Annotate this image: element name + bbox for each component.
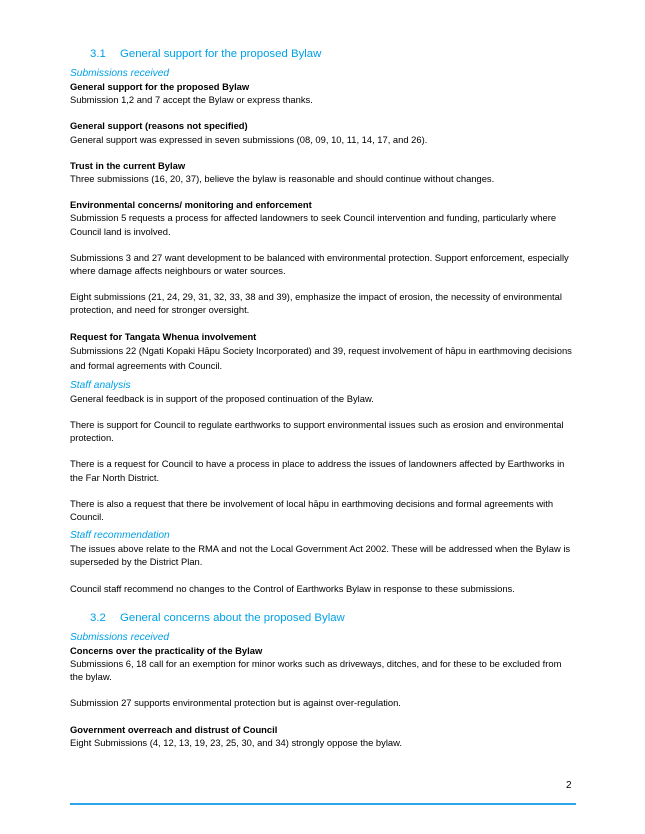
paragraph: There is support for Council to regulate earthworks to support environmental issues such as erosion and environmental protection. — [70, 419, 564, 444]
paragraph: General support was expressed in seven submissions (08, 09, 10, 11, 14, 17, and 26). — [70, 133, 428, 145]
paragraph: Submission 1,2 and 7 accept the Bylaw or express thanks. — [70, 94, 313, 106]
section-number: 3.2 — [90, 611, 106, 624]
block-heading: Concerns over the practicality of the Bylaw — [70, 644, 263, 656]
block-heading: Trust in the current Bylaw — [70, 159, 186, 171]
paragraph: Submissions 3 and 27 want development to be balanced with environmental protection. Support enforcement, especially where damage affects neighbours or water sources. — [70, 251, 569, 277]
page-number: 2 — [566, 780, 572, 791]
submissions-received-label: Submissions received — [70, 631, 170, 643]
paragraph: Submission 27 supports environmental protection but is against over-regulation. — [70, 697, 401, 709]
staff-analysis-label: Staff analysis — [70, 379, 131, 391]
paragraph: The issues above relate to the RMA and not the Local Government Act 2002. These will be addressed when the Bylaw is superseded by the District Plan. — [70, 543, 571, 568]
section-number: 3.1 — [90, 48, 106, 60]
paragraph: Eight submissions (21, 24, 29, 31, 32, 33, 38 and 39), emphasize the impact of erosion, the necessity of environmental protection, and need for stronger oversight. — [70, 291, 562, 316]
paragraph: Council staff recommend no changes to the Control of Earthworks Bylaw in response to these submissions. — [70, 582, 515, 594]
block-heading: Government overreach and distrust of Council — [70, 723, 278, 735]
paragraph: General feedback is in support of the proposed continuation of the Bylaw. — [70, 392, 374, 404]
section-title: General support for the proposed Bylaw — [120, 48, 322, 60]
document-page — [70, 47, 575, 749]
paragraph: Submissions 6, 18 call for an exemption for minor works such as driveways, ditches, and for these to be excluded from the bylaw. — [70, 658, 562, 683]
footer-rule — [70, 803, 576, 805]
paragraph: Submissions 22 (Ngati Kopaki Hāpu Society Incorporated) and 39, request involvement of hāpu in earthmoving decisions and formal agreements with Council. — [70, 344, 572, 371]
paragraph: Three submissions (16, 20, 37), believe the bylaw is reasonable and should continue without changes. — [70, 173, 495, 185]
block-heading: Environmental concerns/ monitoring and enforcement — [70, 199, 312, 211]
paragraph: There is a request for Council to have a process in place to address the issues of landowners affected by Earthworks in the Far North District. — [70, 458, 565, 483]
block-heading: General support for the proposed Bylaw — [70, 81, 250, 92]
block-heading: General support (reasons not specified) — [70, 120, 248, 132]
submissions-received-label: Submissions received — [70, 68, 170, 79]
staff-recommendation-label: Staff recommendation — [70, 530, 170, 542]
section-title: General concerns about the proposed Bylaw — [120, 611, 345, 624]
paragraph: Eight Submissions (4, 12, 13, 19, 23, 25, 30, and 34) strongly oppose the bylaw. — [70, 736, 402, 748]
section-heading-3-2 — [90, 611, 575, 625]
block-heading: Request for Tangata Whenua involvement — [70, 330, 257, 342]
paragraph: There is also a request that there be involvement of local hāpu in earthmoving decisions and formal agreements with Council. — [70, 497, 554, 523]
section-heading-3-1 — [90, 47, 575, 61]
paragraph: Submission 5 requests a process for affected landowners to seek Council intervention and funding, particularly where Council land is involved. — [70, 212, 557, 237]
